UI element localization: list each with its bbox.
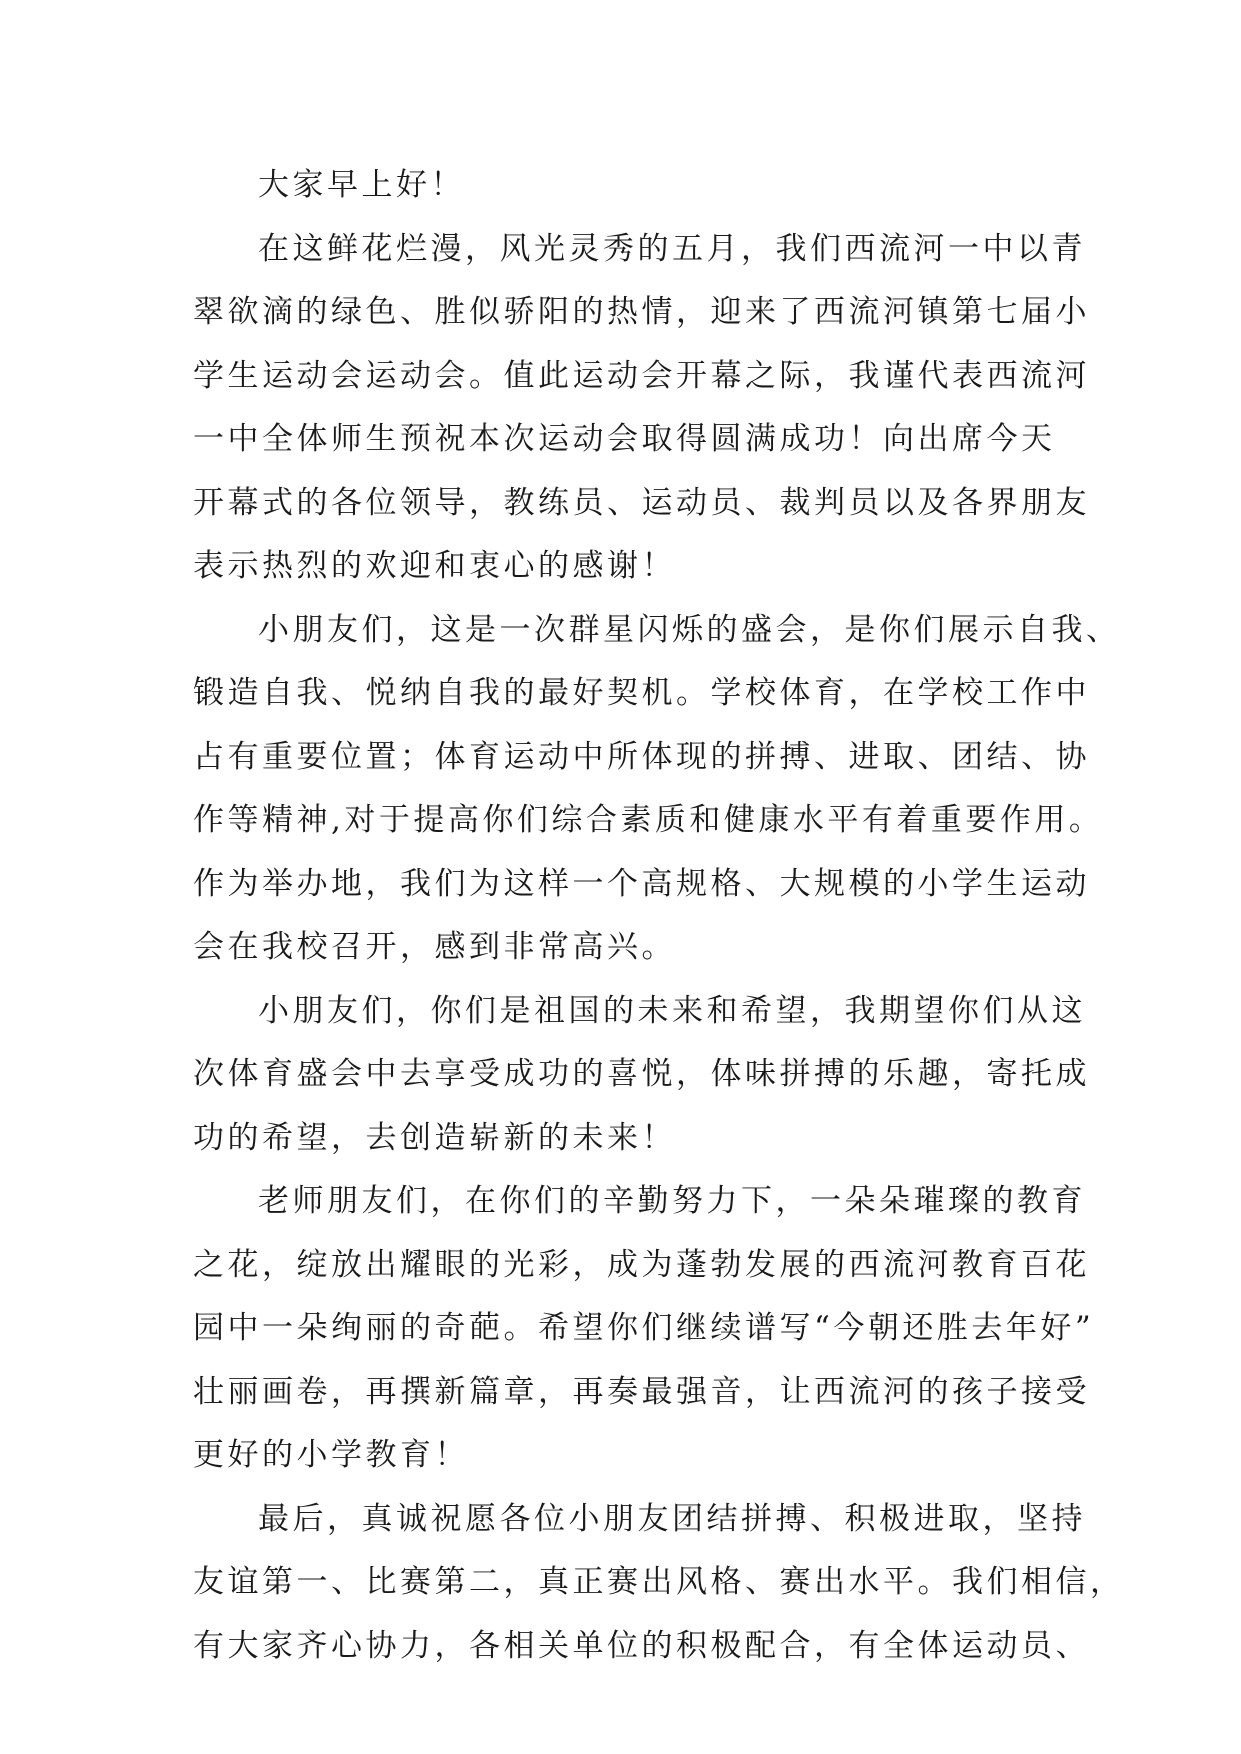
paragraph-4-line-2: 之花，绽放出耀眼的光彩，成为蓬勃发展的西流河教育百花 — [193, 1246, 1090, 1283]
paragraph-1-line-2: 翠欲滴的绿色、胜似骄阳的热情，迎来了西流河镇第七届小 — [193, 294, 1090, 330]
paragraph-1-line-3: 学生运动会运动会。值此运动会开幕之际，我谨代表西流河 — [193, 357, 1090, 394]
paragraph-2-line-3: 占有重要位置；体育运动中所体现的拼搏、进取、团结、协 — [193, 738, 1090, 775]
paragraph-4-line-3: 园中一朵绚丽的奇葩。希望你们继续谱写“今朝还胜去年好” — [193, 1310, 1095, 1346]
paragraph-2-line-4: 作等精神,对于提高你们综合素质和健康水平有着重要作用。 — [193, 802, 1104, 838]
paragraph-1-line-1: 在这鲜花烂漫，风光灵秀的五月，我们西流河一中以青 — [258, 230, 1086, 267]
paragraph-2-line-5: 作为举办地，我们为这样一个高规格、大规模的小学生运动 — [193, 865, 1090, 902]
paragraph-1-line-4: 一中全体师生预祝本次运动会取得圆满成功！向出席今天 — [193, 421, 1056, 457]
paragraph-5-line-3: 有大家齐心协力，各相关单位的积极配合，有全体运动员、 — [193, 1627, 1090, 1664]
paragraph-3-line-2: 次体育盛会中去享受成功的喜悦，体味拼搏的乐趣，寄托成 — [193, 1056, 1090, 1092]
paragraph-5-line-2: 友谊第一、比赛第二，真正赛出风格、赛出水平。我们相信， — [193, 1564, 1125, 1600]
paragraph-1-line-6: 表示热烈的欢迎和衷心的感谢！ — [193, 548, 676, 584]
paragraph-2-line-2: 锻造自我、悦纳自我的最好契机。学校体育，在学校工作中 — [193, 675, 1090, 711]
paragraph-3-line-1: 小朋友们，你们是祖国的未来和希望，我期望你们从这 — [258, 992, 1086, 1029]
paragraph-2-line-1: 小朋友们，这是一次群星闪烁的盛会，是你们展示自我、 — [258, 611, 1121, 648]
paragraph-1-line-5: 开幕式的各位领导，教练员、运动员、裁判员以及各界朋友 — [193, 484, 1090, 521]
greeting-line: 大家早上好！ — [258, 167, 465, 203]
paragraph-4-line-5: 更好的小学教育！ — [193, 1437, 469, 1473]
paragraph-5-line-1: 最后，真诚祝愿各位小朋友团结拼搏、积极进取，坚持 — [258, 1500, 1086, 1537]
paragraph-3-line-3: 功的希望，去创造崭新的未来！ — [193, 1119, 676, 1156]
paragraph-2-line-6: 会在我校召开，感到非常高兴。 — [193, 929, 676, 965]
speech-body — [193, 154, 1125, 1678]
paragraph-4-line-1: 老师朋友们，在你们的辛勤努力下，一朵朵璀璨的教育 — [258, 1183, 1086, 1219]
paragraph-4-line-4: 壮丽画卷，再撰新篇章，再奏最强音，让西流河的孩子接受 — [193, 1373, 1090, 1410]
